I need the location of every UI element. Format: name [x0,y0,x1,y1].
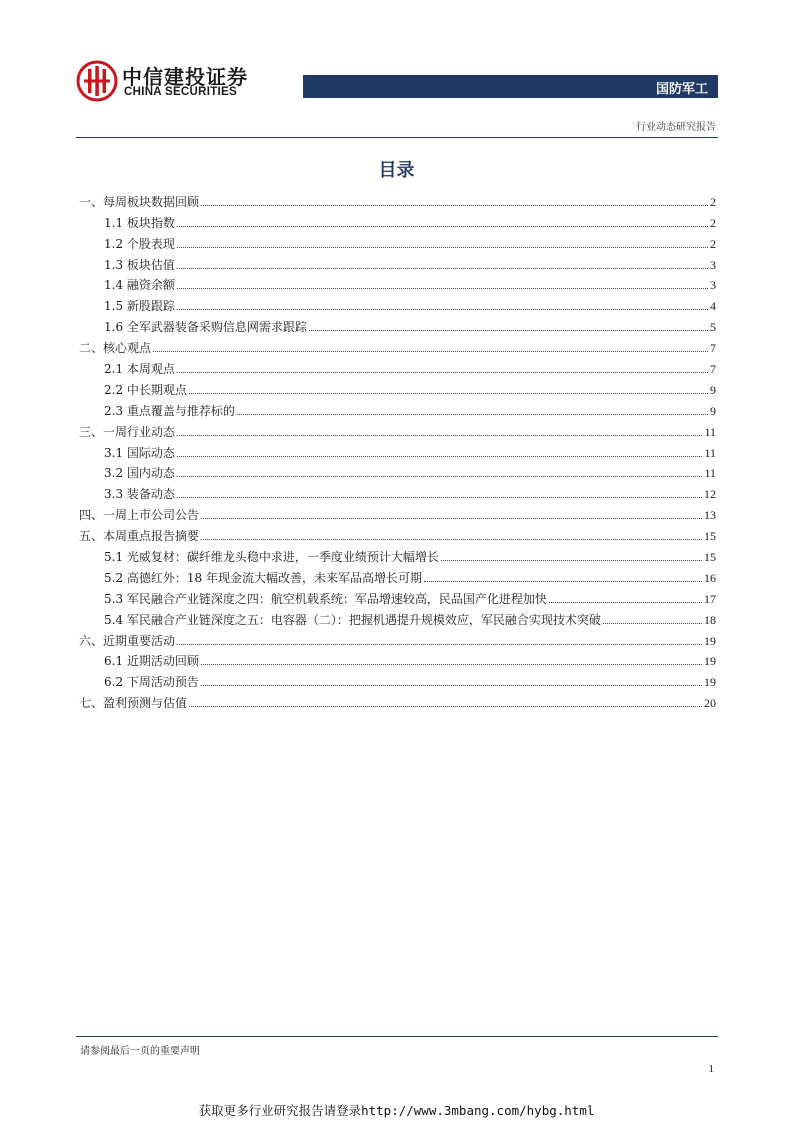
toc-entry-title: 1.4 融资余额 [104,278,175,293]
toc-leader-dots [237,414,708,415]
toc-entry-page: 15 [704,550,716,565]
sector-label: 国防军工 [655,82,708,97]
toc-entry-title: 2.3 重点覆盖与推荐标的 [104,403,235,418]
toc-leader-dots [201,539,702,540]
toc-entry-page: 13 [704,508,716,523]
toc-entry-title: 6.1 近期活动回顾 [104,654,199,669]
toc-entry[interactable] [79,690,716,711]
toc-entry-page: 7 [710,341,716,356]
toc-entry-page: 15 [704,529,716,544]
toc-leader-dots [177,456,703,457]
page-number: 1 [708,1063,714,1075]
toc-entry-title: 1.5 新股跟踪 [104,299,175,314]
toc-title: 目录 [378,160,415,181]
toc-entry-title: 三、一周行业动态 [79,424,176,439]
toc-entry-title: 1.1 板块指数 [104,215,175,230]
toc-entry-page: 7 [710,362,716,377]
toc-entry[interactable] [79,649,716,670]
china-securities-logo-icon [76,60,118,102]
toc-entry-page: 4 [710,299,716,314]
toc-entry[interactable] [79,607,716,628]
disclaimer-note: 请参阅最后一页的重要声明 [80,1046,200,1057]
toc-entry-page: 9 [710,382,716,397]
toc-leader-dots [177,372,708,373]
toc-entry-title: 5.2 高德红外：18 年现金流大幅改善，未来军品高增长可期 [104,570,422,585]
company-logo [76,60,276,102]
toc-entry-title: 一、每周板块数据回顾 [79,194,200,209]
toc-leader-dots [177,435,702,436]
watermark-link[interactable]: 获取更多行业研究报告请登录http://www.3mbang.com/hybg.html [198,1103,595,1118]
toc-leader-dots [177,644,702,645]
logo-english-name: CHINA SECURITIES [124,86,237,98]
toc-entry-title: 七、盈利预测与估值 [79,696,188,711]
sector-banner [303,75,718,98]
toc-leader-dots [177,497,702,498]
toc-entry[interactable] [79,189,716,210]
toc-entry-page: 11 [704,466,716,481]
toc-entry[interactable] [79,231,716,252]
toc-entry[interactable] [79,481,716,502]
toc-entry[interactable] [79,669,716,690]
toc-entry[interactable] [79,502,716,523]
toc-entry-title: 5.3 军民融合产业链深度之四：航空机载系统：军品增速较高，民品国产化进程加快 [104,591,547,606]
toc-entry[interactable] [79,273,716,294]
toc-entry[interactable] [79,440,716,461]
toc-entry[interactable] [79,461,716,482]
toc-leader-dots [201,685,702,686]
toc-leader-dots [177,476,703,477]
toc-entry-title: 五、本周重点报告摘要 [79,529,200,544]
toc-entry[interactable] [79,628,716,649]
toc-entry-page: 12 [704,487,716,502]
toc-leader-dots [549,602,702,603]
toc-entry[interactable] [79,565,716,586]
toc-entry-page: 5 [710,320,716,335]
toc-entry[interactable] [79,314,716,335]
toc-leader-dots [603,623,702,624]
toc-entry-page: 16 [704,570,716,585]
toc-leader-dots [189,393,708,394]
toc-entry-page: 9 [710,403,716,418]
toc-entry-page: 11 [704,424,716,439]
toc-entry-title: 1.3 板块估值 [104,257,175,272]
toc-entry-title: 四、一周上市公司公告 [79,508,200,523]
toc-entry-page: 2 [710,194,716,209]
toc-entry-page: 19 [704,633,716,648]
toc-entry[interactable] [79,210,716,231]
toc-entry[interactable] [79,335,716,356]
toc-leader-dots [201,205,708,206]
toc-entry-title: 6.2 下周活动预告 [104,675,199,690]
header-divider [76,137,718,138]
toc-entry-title: 5.4 军民融合产业链深度之五：电容器（二）：把握机遇提升规模效应，军民融合实现技术突破 [104,612,601,627]
toc-leader-dots [153,351,708,352]
toc-leader-dots [177,226,708,227]
toc-entry-page: 3 [710,257,716,272]
toc-leader-dots [177,268,708,269]
toc-entry-page: 17 [704,591,716,606]
toc-entry[interactable] [79,544,716,565]
toc-entry[interactable] [79,398,716,419]
toc-entry[interactable] [79,356,716,377]
toc-leader-dots [201,518,702,519]
toc-entry-title: 3.1 国际动态 [104,445,175,460]
toc-entry-page: 11 [704,445,716,460]
toc-entry-page: 2 [710,215,716,230]
toc-leader-dots [424,581,702,582]
toc-leader-dots [309,330,708,331]
report-type: 行业动态研究报告 [636,122,716,133]
toc-entry-page: 19 [704,654,716,669]
toc-entry-page: 2 [710,236,716,251]
toc-entry-title: 六、近期重要活动 [79,633,176,648]
footer-divider [76,1036,718,1037]
logo-chinese-name: 中信建投证券 [122,65,248,89]
toc-leader-dots [177,309,708,310]
toc-entry[interactable] [79,523,716,544]
toc-entry-title: 1.6 全军武器装备采购信息网需求跟踪 [104,320,307,335]
toc-entry-page: 18 [704,612,716,627]
toc-entry-title: 3.3 装备动态 [104,487,175,502]
table-of-contents [79,189,716,711]
toc-entry-title: 2.1 本周观点 [104,362,175,377]
toc-entry-title: 1.2 个股表现 [104,236,175,251]
toc-entry-page: 19 [704,675,716,690]
toc-leader-dots [189,706,702,707]
toc-leader-dots [177,247,708,248]
toc-entry-title: 二、核心观点 [79,341,152,356]
toc-entry-title: 3.2 国内动态 [104,466,175,481]
toc-entry[interactable] [79,419,716,440]
toc-entry-title: 2.2 中长期观点 [104,382,187,397]
toc-entry-title: 5.1 光威复材：碳纤维龙头稳中求进，一季度业绩预计大幅增长 [104,550,439,565]
toc-entry[interactable] [79,252,716,273]
toc-leader-dots [201,664,702,665]
toc-leader-dots [441,560,702,561]
toc-entry[interactable] [79,293,716,314]
toc-entry[interactable] [79,377,716,398]
toc-leader-dots [177,288,708,289]
toc-entry-page: 3 [710,278,716,293]
toc-entry-page: 20 [704,696,716,711]
toc-entry[interactable] [79,586,716,607]
